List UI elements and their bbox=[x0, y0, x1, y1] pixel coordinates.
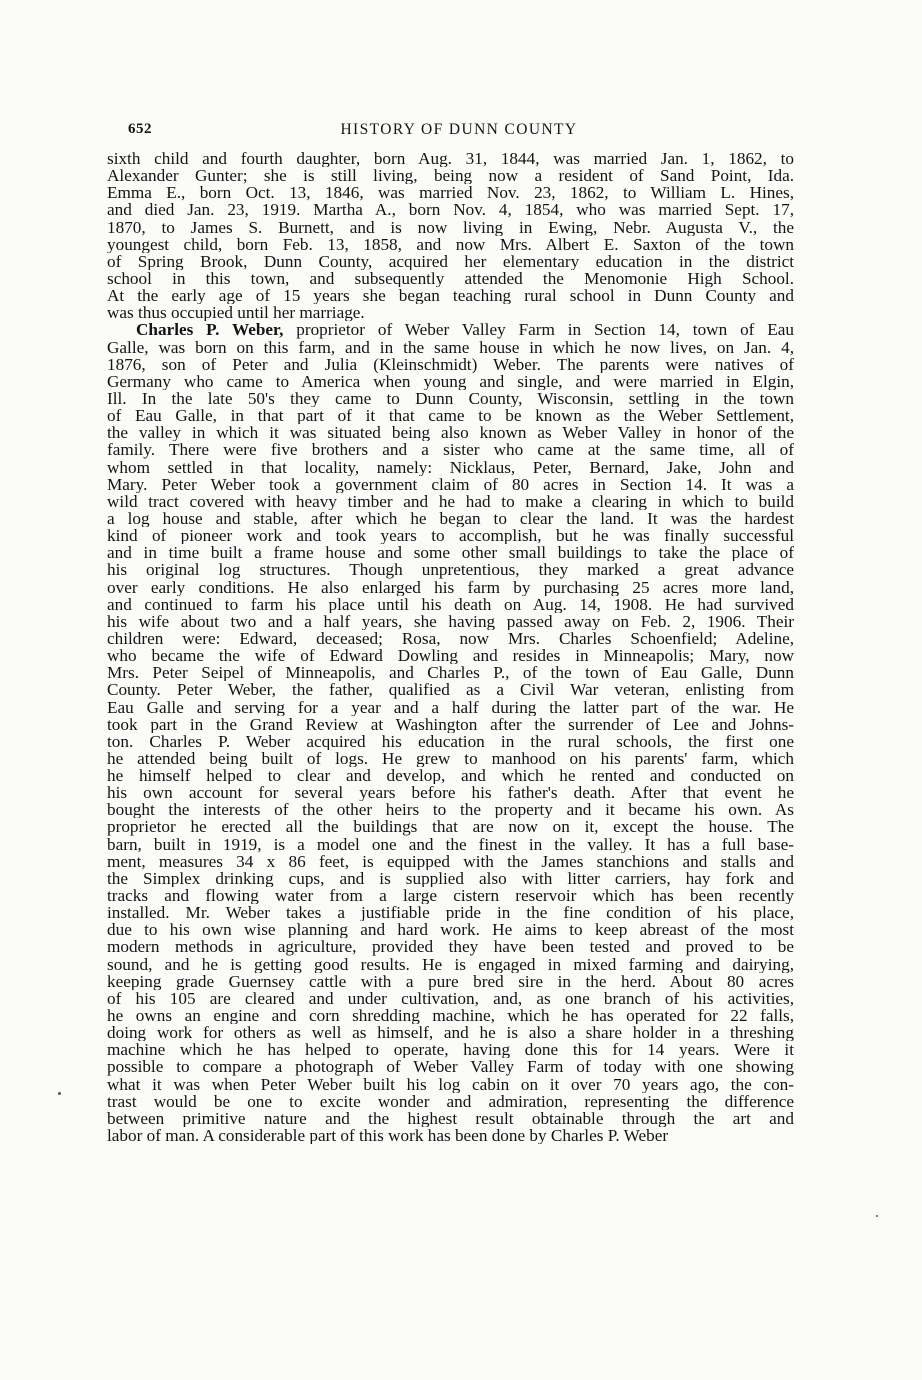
text-line: his own account for several years before his father's death. After that event he bbox=[107, 784, 794, 802]
text-line: of his 105 are cleared and under cultivation, and, as one branch of his activities, bbox=[107, 989, 794, 1008]
text-line: ton. Charles P. Weber acquired his education in the rural schools, the first one bbox=[107, 732, 794, 750]
text-line: of Spring Brook, Dunn County, acquired her elementary education in the district bbox=[107, 252, 794, 270]
text-line: Ill. In the late 50's they came to Dunn County, Wisconsin, settling in the town bbox=[107, 389, 794, 408]
text-line: modern methods in agriculture, provided they have been tested and proved to be bbox=[107, 938, 794, 956]
text-line: machine which he has helped to operate, having done this for 14 years. Were it bbox=[107, 1041, 794, 1059]
text-line: proprietor he erected all the buildings that are now on it, except the house. The bbox=[107, 818, 794, 836]
text-line: doing work for others as well as himself, and he is also a share holder in a threshing bbox=[107, 1024, 794, 1042]
text-line bbox=[107, 321, 794, 338]
text-line: and in time built a frame house and some other small buildings to take the place of bbox=[107, 544, 794, 562]
text-line: 1876, son of Peter and Julia (Kleinschmidt) Weber. The parents were natives of bbox=[107, 355, 794, 373]
text-line: barn, built in 1919, is a model one and the finest in the valley. It has a full base- bbox=[107, 835, 794, 853]
text-line: youngest child, born Feb. 13, 1858, and now Mrs. Albert E. Saxton of the town bbox=[107, 235, 794, 253]
text-line: he owns an engine and corn shredding machine, which he has operated for 22 falls, bbox=[107, 1007, 794, 1025]
text-line: At the early age of 15 years she began teaching rural school in Dunn County and bbox=[107, 287, 794, 305]
text-line: between primitive nature and the highest result obtainable through the art and bbox=[107, 1109, 794, 1128]
text-line: he attended being built of logs. He grew to manhood on his parents' farm, which bbox=[107, 749, 794, 768]
text-line: and died Jan. 23, 1919. Martha A., born Nov. 4, 1854, who was married Sept. 17, bbox=[107, 201, 794, 219]
text-line: Mary. Peter Weber took a government claim of 80 acres in Section 14. It was a bbox=[107, 475, 794, 493]
running-title: HISTORY OF DUNN COUNTY bbox=[340, 121, 578, 138]
text-line: was thus occupied until her marriage. bbox=[107, 304, 365, 322]
text-line: took part in the Grand Review at Washington after the surrender of Lee and Johns- bbox=[107, 715, 794, 733]
text-line: labor of man. A considerable part of this work has been done by Charles P. Weber bbox=[107, 1127, 669, 1145]
text-line: Mrs. Peter Seipel of Minneapolis, and Charles P., of the town of Eau Galle, Dunn bbox=[107, 664, 794, 682]
text-line: ment, measures 34 x 86 feet, is equipped with the James stanchions and stalls and bbox=[107, 852, 794, 870]
text-line: Emma E., born Oct. 13, 1846, was married Nov. 23, 1862, to William L. Hines, bbox=[107, 184, 794, 202]
text-line: the Simplex drinking cups, and is supplied also with litter carriers, hay fork and bbox=[107, 869, 794, 888]
text-line: the valley in which it was situated being also known as Weber Valley in honor of the bbox=[107, 424, 794, 442]
text-line: due to his own wise planning and hard work. He aims to keep abreast of the most bbox=[107, 921, 794, 939]
text-line: installed. Mr. Weber takes a justifiable pride in the fine condition of his place, bbox=[107, 904, 794, 922]
text-line: whom settled in that locality, namely: Nicklaus, Peter, Bernard, Jake, John and bbox=[107, 458, 794, 476]
text-line: trast would be one to excite wonder and admiration, representing the difference bbox=[107, 1092, 794, 1110]
text-line: 1870, to James S. Burnett, and is now living in Ewing, Nebr. Augusta V., the bbox=[107, 218, 794, 236]
text-line: Alexander Gunter; she is still living, being now a resident of Sand Point, Ida. bbox=[107, 167, 794, 185]
text-line: Eau Galle and serving for a year and a half during the latter part of the war. He bbox=[107, 698, 794, 716]
text-line: bought the interests of the other heirs to the property and it became his own. As bbox=[107, 801, 794, 819]
text-line: Germany who came to America when young and single, and were married in Elgin, bbox=[107, 372, 794, 390]
text-line: wild tract covered with heavy timber and he had to make a clearing in which to build bbox=[107, 492, 794, 510]
text-line: his original log structures. Though unpretentious, they marked a great advance bbox=[107, 561, 794, 579]
text-line: what it was when Peter Weber built his log cabin on it over 70 years ago, the con- bbox=[107, 1075, 794, 1093]
text-line: kind of pioneer work and took years to accomplish, but he was finally successful bbox=[107, 527, 794, 545]
text-line: sound, and he is getting good results. He is engaged in mixed farming and dairying, bbox=[107, 955, 794, 973]
text-line: County. Peter Weber, the father, qualified as a Civil War veteran, enlisting from bbox=[107, 681, 794, 699]
text-line-rest: proprietor of Weber Valley Farm in Section 14, town of Eau bbox=[283, 321, 794, 339]
text-line: sixth child and fourth daughter, born Aug. 31, 1844, was married Jan. 1, 1862, to bbox=[107, 150, 794, 168]
print-speck bbox=[876, 1215, 878, 1217]
page-number: 652 bbox=[128, 121, 152, 137]
text-line: and continued to farm his place until his death on Aug. 14, 1908. He had survived bbox=[107, 595, 794, 613]
running-header bbox=[128, 121, 790, 141]
print-speck bbox=[58, 1092, 61, 1095]
body-text bbox=[107, 150, 794, 1144]
subject-name: Charles P. Weber, bbox=[136, 321, 284, 339]
text-line: his wife about two and a half years, she having passed away on Feb. 2, 1906. Their bbox=[107, 612, 794, 630]
text-line: keeping grade Guernsey cattle with a pure bred sire in the herd. About 80 acres bbox=[107, 972, 794, 990]
text-line: of Eau Galle, in that part of it that came to be known as the Weber Settlement, bbox=[107, 407, 794, 425]
text-line: children were: Edward, deceased; Rosa, now Mrs. Charles Schoenfield; Adeline, bbox=[107, 629, 794, 648]
text-line: tracks and flowing water from a large cistern reservoir which has been recently bbox=[107, 887, 794, 905]
text-line: possible to compare a photograph of Weber Valley Farm of today with one showing bbox=[107, 1058, 794, 1076]
text-line: over early conditions. He also enlarged his farm by purchasing 25 acres more land, bbox=[107, 578, 794, 596]
text-line: who became the wife of Edward Dowling and resides in Minneapolis; Mary, now bbox=[107, 647, 794, 665]
text-line: he himself helped to clear and develop, and which he rented and conducted on bbox=[107, 767, 794, 785]
text-line: a log house and stable, after which he began to clear the land. It was the hardest bbox=[107, 509, 794, 528]
text-line: school in this town, and subsequently attended the Menomonie High School. bbox=[107, 269, 794, 288]
text-line: family. There were five brothers and a sister who came at the same time, all of bbox=[107, 441, 794, 459]
text-line: Galle, was born on this farm, and in the same house in which he now lives, on Jan. 4, bbox=[107, 338, 794, 356]
